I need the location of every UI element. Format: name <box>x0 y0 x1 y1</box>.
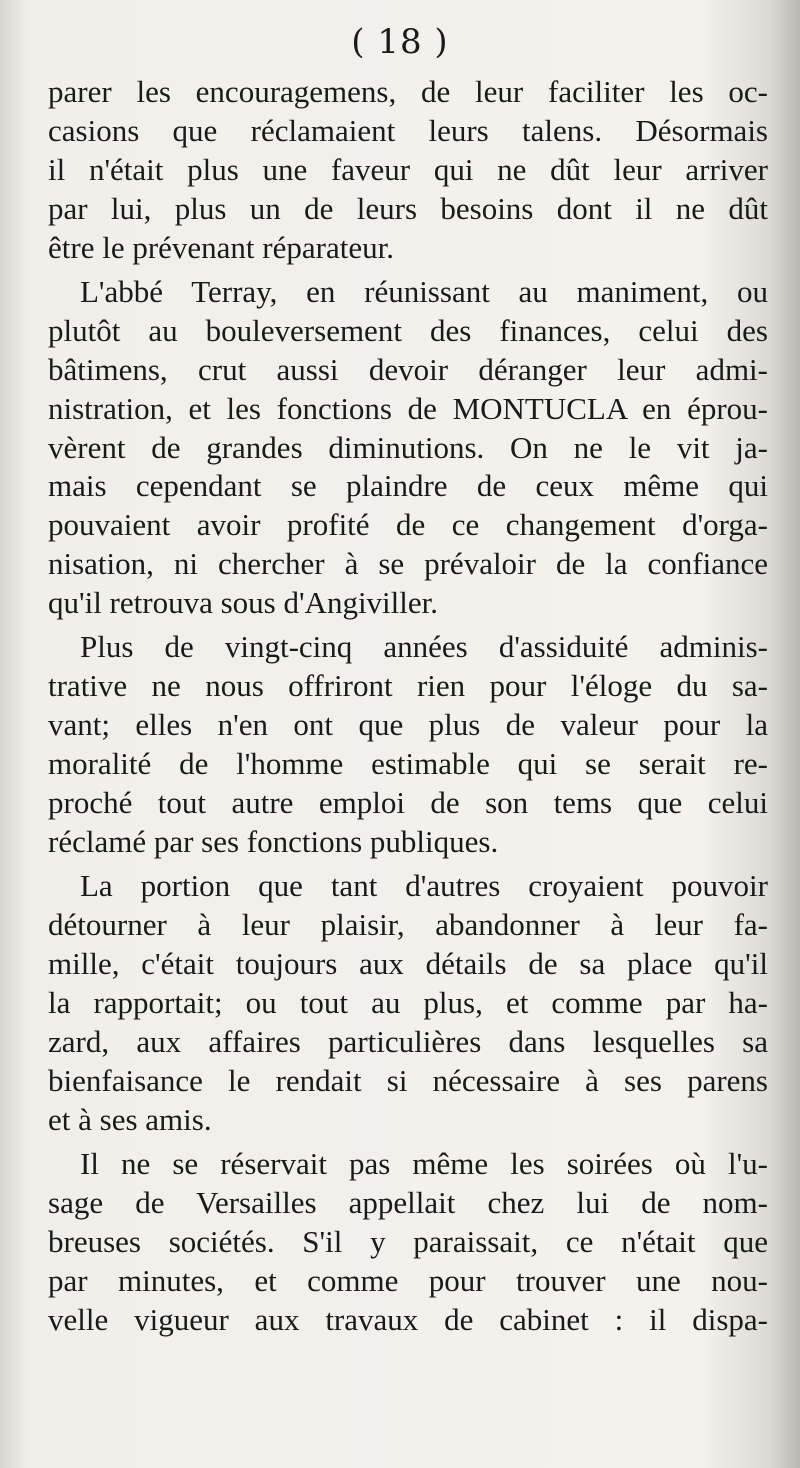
text-line: trative ne nous offriront rien pour l'éloge du sa- <box>48 668 768 704</box>
text-line: casions que réclamaient leurs talens. Désormais <box>48 112 768 148</box>
text-line: vèrent de grandes diminutions. On ne le vit ja- <box>48 429 768 465</box>
text-line: sage de Versailles appellait chez lui de nom- <box>48 1184 768 1220</box>
text-line: par lui, plus un de leurs besoins dont il ne dût <box>48 190 768 226</box>
text-line: plutôt au bouleversement des finances, celui des <box>48 312 768 348</box>
text-line: il n'était plus une faveur qui ne dût leur arriver <box>48 151 768 187</box>
text-line: vant; elles n'en ont que plus de valeur pour la <box>48 707 768 743</box>
text-line: par minutes, et comme pour trouver une nou- <box>48 1262 768 1298</box>
text-line: velle vigueur aux travaux de cabinet : il dispa- <box>48 1301 768 1337</box>
body-text <box>48 73 768 1340</box>
text-line: être le prévenant réparateur. <box>48 229 394 265</box>
text-line: L'abbé Terray, en réunissant au maniment, ou <box>80 273 768 309</box>
text-line: mille, c'était toujours aux détails de sa place qu'il <box>48 946 768 982</box>
text-line: la rapportait; ou tout au plus, et comme par ha- <box>48 984 768 1020</box>
text-line: bienfaisance le rendait si nécessaire à ses parens <box>48 1062 768 1098</box>
text-line: réclamé par ses fonctions publiques. <box>48 823 499 859</box>
text-line: breuses sociétés. S'il y paraissait, ce n'était que <box>48 1223 768 1259</box>
text-line: La portion que tant d'autres croyaient pouvoir <box>80 868 768 904</box>
text-line: détourner à leur plaisir, abandonner à leur fa- <box>48 907 768 943</box>
text-line: proché tout autre emploi de son tems que celui <box>48 785 768 821</box>
text-line: et à ses amis. <box>48 1101 212 1137</box>
text-line: bâtimens, crut aussi devoir déranger leur admi- <box>48 351 768 387</box>
text-line: Il ne se réservait pas même les soirées où l'u- <box>80 1146 768 1182</box>
text-line: parer les encouragemens, de leur faciliter les oc- <box>48 74 768 109</box>
page-number: ( 18 ) <box>351 22 449 62</box>
text-line: nistration, et les fonctions de MONTUCLA en éprou- <box>48 390 768 426</box>
text-line: nisation, ni chercher à se prévaloir de la confiance <box>48 546 768 582</box>
text-line: pouvaient avoir profité de ce changement d'orga- <box>48 507 768 543</box>
text-line: qu'il retrouva sous d'Angiviller. <box>48 585 439 621</box>
text-line: Plus de vingt-cinq années d'assiduité adminis- <box>80 629 768 665</box>
text-line: zard, aux affaires particulières dans lesquelles sa <box>48 1023 768 1059</box>
text-line: moralité de l'homme estimable qui se serait re- <box>48 746 768 782</box>
text-line: mais cependant se plaindre de ceux même qui <box>48 468 768 504</box>
